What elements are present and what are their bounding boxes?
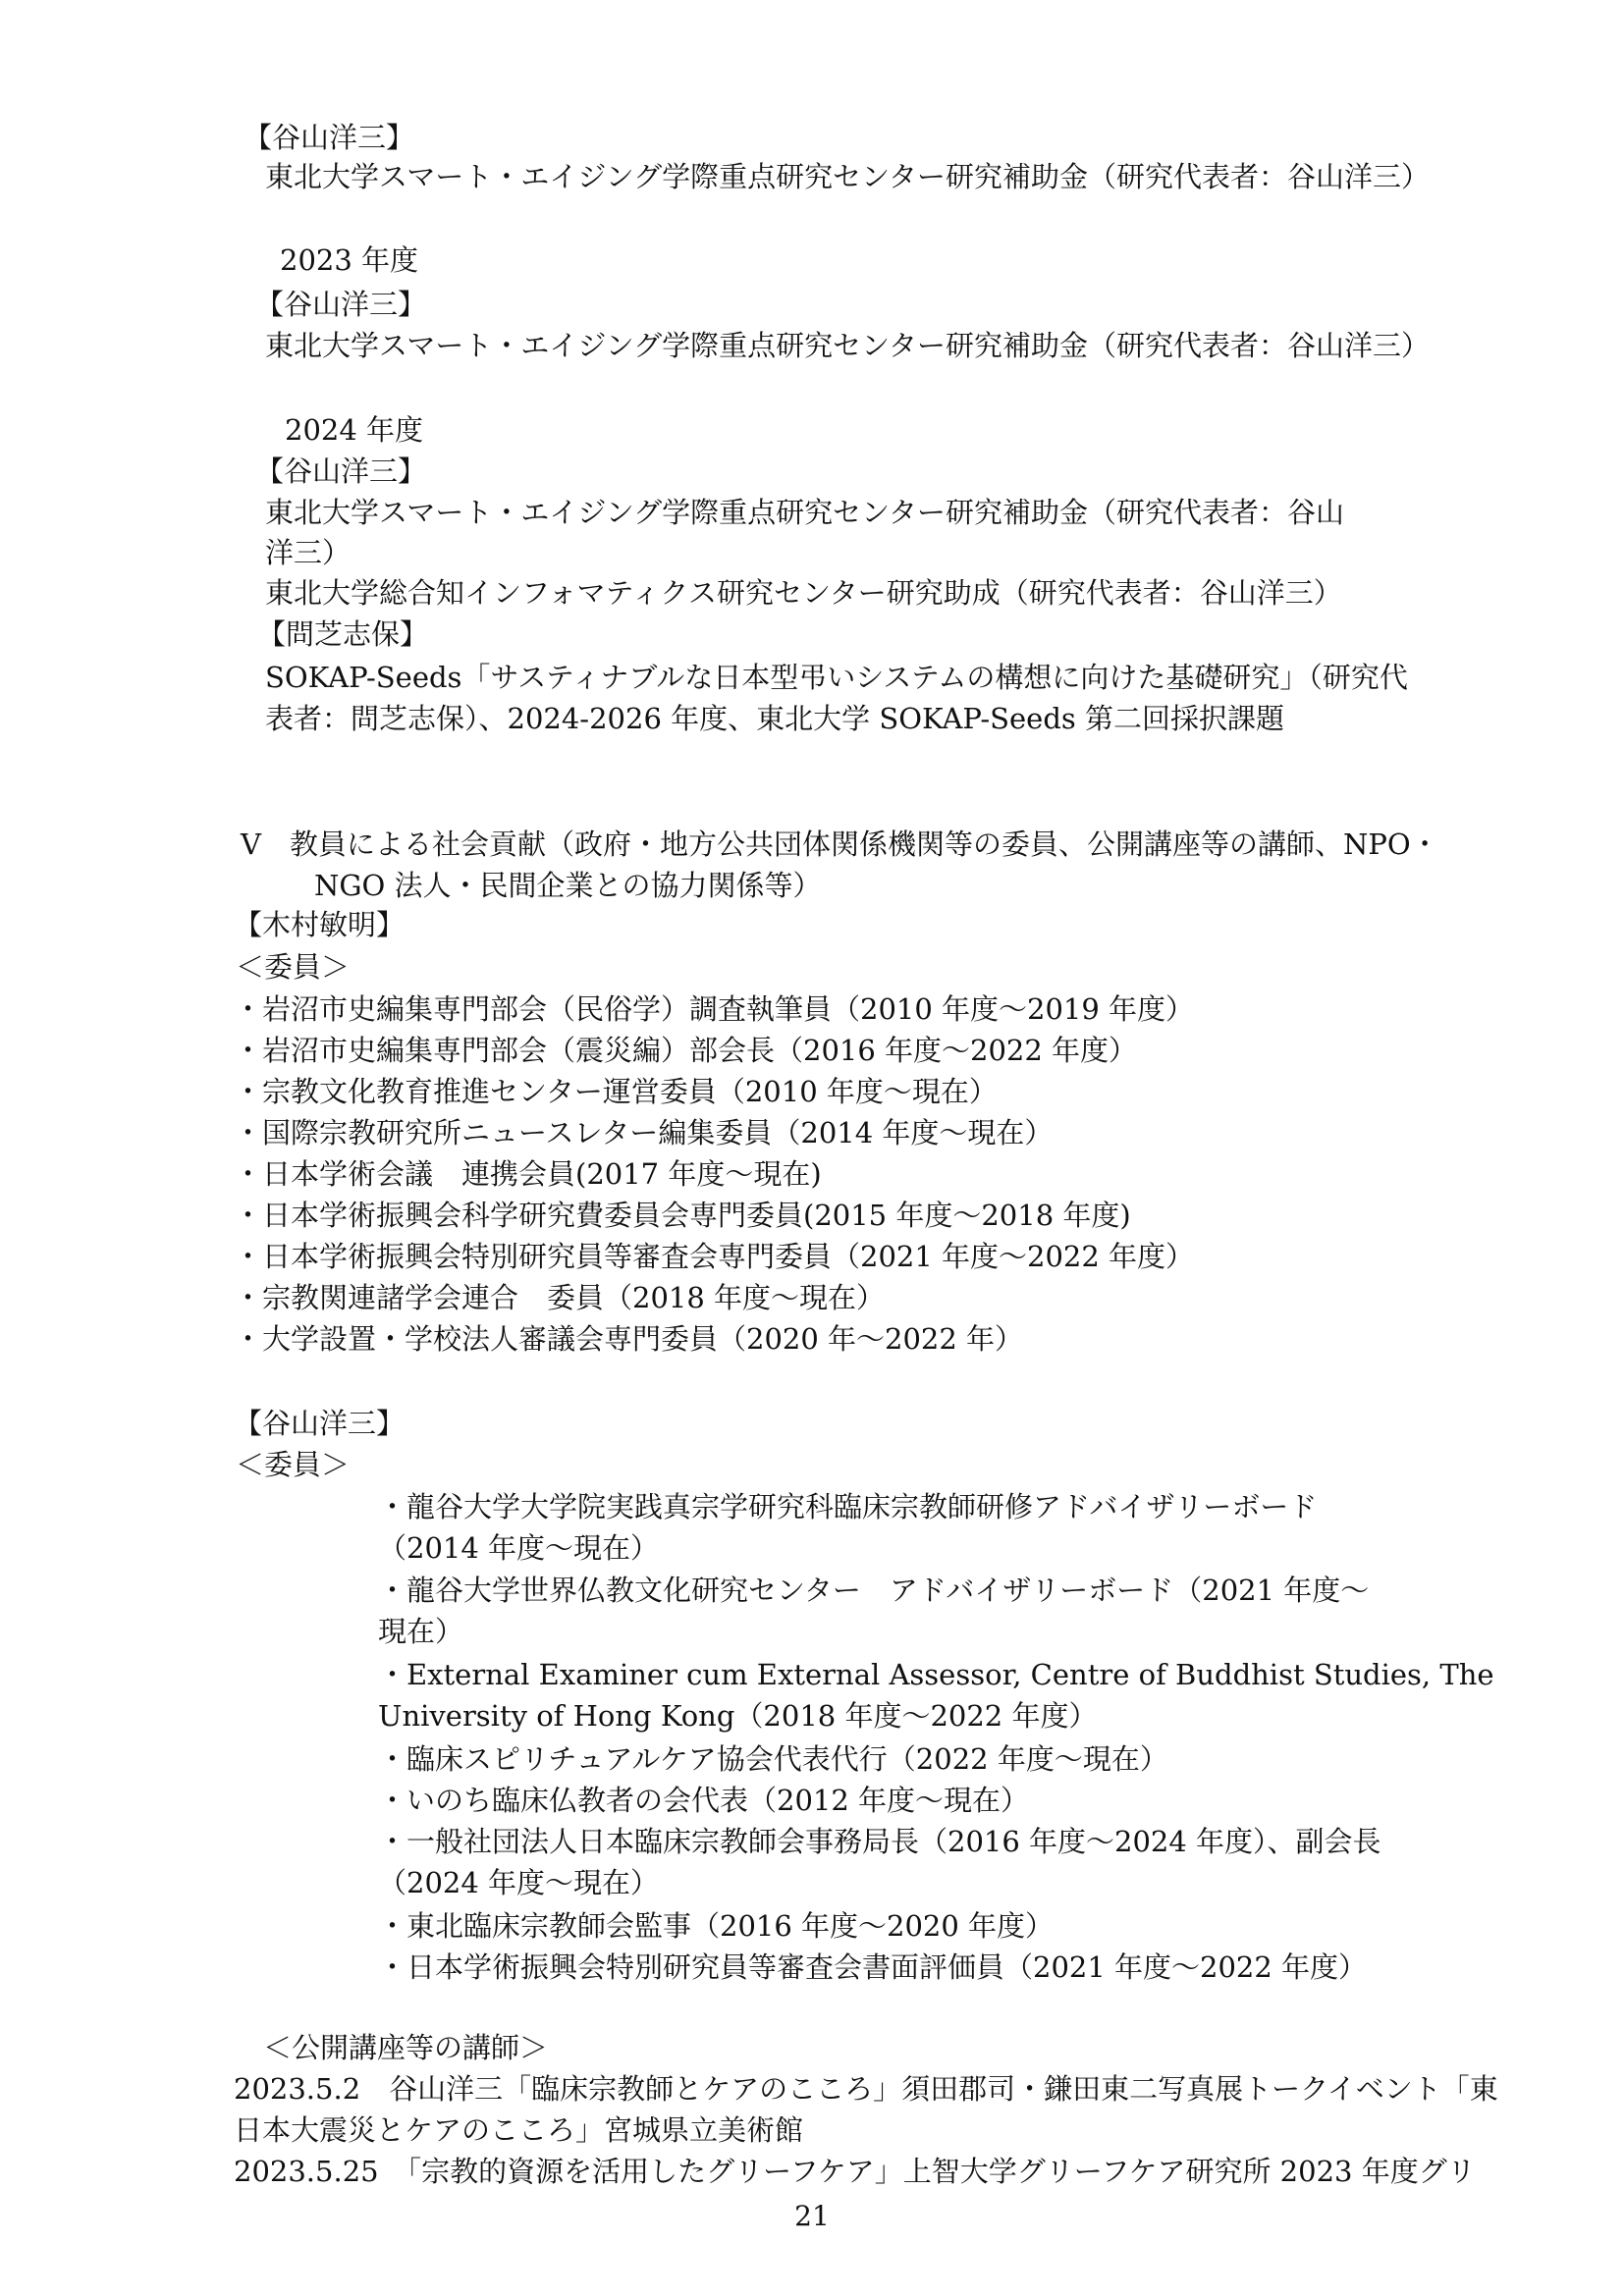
list-item: ・龍谷大学大学院実践真宗学研究科臨床宗教師研修アドバイザリーボード	[378, 1490, 1318, 1523]
funding-item-2024-a-line1: 東北大学スマート・エイジング学際重点研究センター研究補助金（研究代表者：谷山	[265, 496, 1344, 529]
section-v-title-line1: V 教員による社会貢献（政府・地方公共団体関係機関等の委員、公開講座等の講師、NPO・	[241, 828, 1439, 861]
list-item: ・宗教関連諸学会連合 委員（2018 年度～現在）	[234, 1281, 886, 1314]
lecture-entry: 2023.5.2 谷山洋三「臨床宗教師とケアのこころ」須田郡司・鎌田東二写真展トークイベント「東	[234, 2072, 1498, 2106]
heading-taniyama-3: 【谷山洋三】	[255, 454, 427, 488]
list-item: ・日本学術会議 連携会員(2017 年度～現在)	[234, 1157, 822, 1191]
funding-item-toshiba-line1: SOKAP-Seeds「サスティナブルな日本型弔いシステムの構想に向けた基礎研究」（研究代	[265, 661, 1408, 694]
lecture-entry: 日本大震災とケアのこころ」宮城県立美術館	[234, 2113, 804, 2147]
funding-item-toshiba-line2: 表者：問芝志保）、2024-2026 年度、東北大学 SOKAP-Seeds 第二回採択課題	[265, 702, 1284, 735]
funding-item-2024-a-line2: 洋三）	[265, 536, 352, 569]
subheading-kimura-committee: ＜委員＞	[236, 950, 351, 984]
heading-taniyama-committee: 【谷山洋三】	[234, 1407, 406, 1440]
list-item: （2014 年度～現在）	[378, 1531, 660, 1565]
list-item: ・臨床スピリチュアルケア協会代表代行（2022 年度～現在）	[378, 1742, 1168, 1776]
list-item: ・大学設置・学校法人審議会専門委員（2020 年～2022 年）	[234, 1322, 1024, 1356]
heading-toshiba: 【問芝志保】	[257, 617, 429, 651]
list-item: ・岩沼市史編集専門部会（震災編）部会長（2016 年度～2022 年度）	[234, 1034, 1138, 1067]
list-item: ・東北臨床宗教師会監事（2016 年度～2020 年度）	[378, 1909, 1055, 1943]
list-item: ・国際宗教研究所ニュースレター編集委員（2014 年度～現在）	[234, 1116, 1054, 1149]
section-v-title-line2: NGO 法人・民間企業との協力関係等）	[314, 869, 822, 902]
year-2023: 2023 年度	[280, 243, 419, 277]
funding-item-taniyama-1: 東北大学スマート・エイジング学際重点研究センター研究補助金（研究代表者：谷山洋三）	[265, 160, 1430, 193]
funding-item-taniyama-2: 東北大学スマート・エイジング学際重点研究センター研究補助金（研究代表者：谷山洋三）	[265, 329, 1430, 362]
list-item: University of Hong Kong（2018 年度～2022 年度）	[378, 1699, 1098, 1733]
list-item: ・一般社団法人日本臨床宗教師会事務局長（2016 年度～2024 年度）、副会長	[378, 1825, 1381, 1858]
list-item: ・宗教文化教育推進センター運営委員（2010 年度～現在）	[234, 1075, 998, 1108]
list-item: ・日本学術振興会特別研究員等審査会専門委員（2021 年度～2022 年度）	[234, 1240, 1195, 1273]
list-item: 現在）	[378, 1615, 464, 1648]
heading-kimura: 【木村敏明】	[234, 908, 406, 941]
heading-taniyama-2: 【谷山洋三】	[255, 288, 427, 321]
list-item: ・日本学術振興会特別研究員等審査会書面評価員（2021 年度～2022 年度）	[378, 1950, 1368, 1984]
list-item: ・External Examiner cum External Assessor, Centre of Buddhist Studies, The	[378, 1658, 1494, 1691]
list-item: （2024 年度～現在）	[378, 1866, 660, 1899]
list-item: ・日本学術振興会科学研究費委員会専門委員(2015 年度～2018 年度)	[234, 1199, 1131, 1232]
lecture-entry: 2023.5.25 「宗教的資源を活用したグリーフケア」上智大学グリーフケア研究所 2023 年度グリ	[234, 2155, 1476, 2188]
subheading-taniyama-committee: ＜委員＞	[236, 1448, 351, 1481]
page-number: 21	[794, 2200, 830, 2232]
list-item: ・岩沼市史編集専門部会（民俗学）調査執筆員（2010 年度～2019 年度）	[234, 992, 1195, 1026]
heading-taniyama-1: 【谷山洋三】	[244, 121, 415, 154]
subheading-public-lectures: ＜公開講座等の講師＞	[263, 2031, 549, 2064]
list-item: ・いのち臨床仏教者の会代表（2012 年度～現在）	[378, 1784, 1030, 1817]
year-2024: 2024 年度	[285, 413, 424, 447]
funding-item-2024-b: 東北大学総合知インフォマティクス研究センター研究助成（研究代表者：谷山洋三）	[265, 576, 1342, 610]
list-item: ・龍谷大学世界仏教文化研究センター アドバイザリーボード（2021 年度～	[378, 1574, 1370, 1607]
